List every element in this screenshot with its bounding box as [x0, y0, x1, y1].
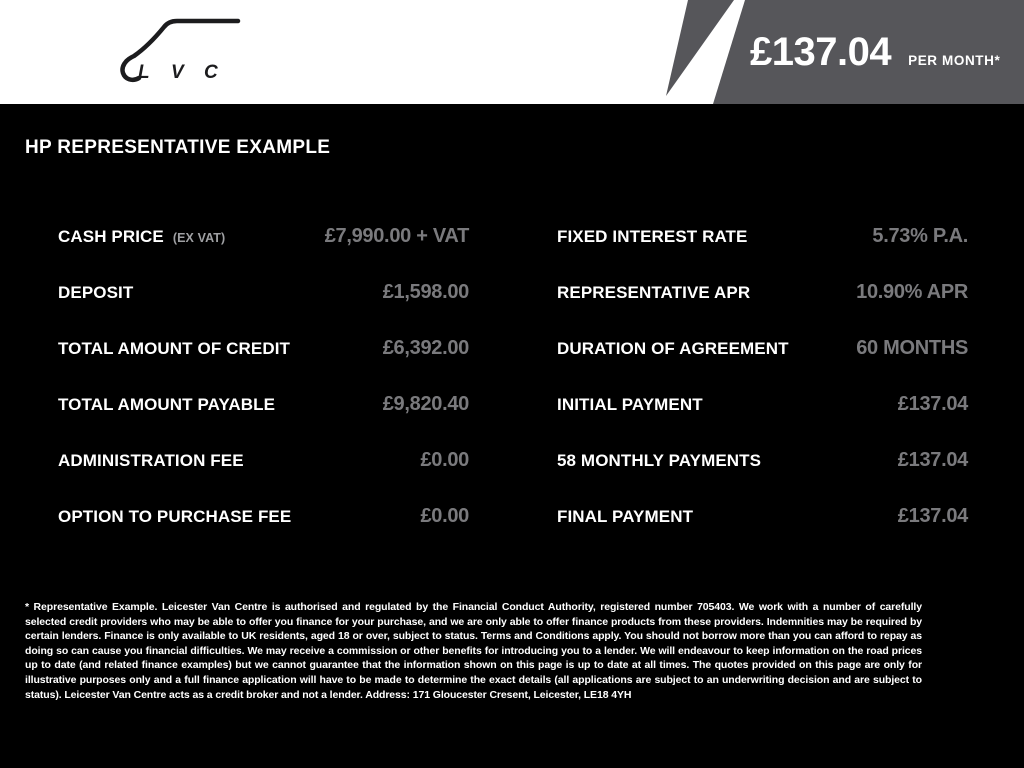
- lvc-van-logo-icon: [112, 14, 242, 92]
- deposit-label: DEPOSIT: [58, 283, 134, 302]
- finance-left-column: [58, 225, 469, 561]
- finance-right-column: [557, 225, 968, 561]
- monthly-price-suffix: PER MONTH*: [908, 52, 1001, 68]
- admin-fee-value: £0.00: [420, 449, 469, 471]
- row-initial-payment: [557, 393, 968, 449]
- row-total-credit: [58, 337, 469, 393]
- row-admin-fee: [58, 449, 469, 505]
- initial-payment-value: £137.04: [897, 393, 968, 415]
- logo-letters: L V C: [138, 62, 218, 83]
- initial-payment-label: INITIAL PAYMENT: [557, 395, 703, 414]
- ex-vat-note: (EX VAT): [172, 231, 226, 245]
- cash-price-value: £7,990.00 + VAT: [324, 225, 469, 247]
- apr-label: REPRESENTATIVE APR: [557, 283, 751, 302]
- row-deposit: [58, 281, 469, 337]
- duration-label: DURATION OF AGREEMENT: [557, 339, 789, 358]
- row-fixed-interest-rate: [557, 225, 968, 281]
- row-duration: [557, 337, 968, 393]
- final-payment-value: £137.04: [897, 505, 968, 527]
- row-total-payable: [58, 393, 469, 449]
- fixed-rate-label: FIXED INTEREST RATE: [557, 227, 748, 246]
- monthly-payments-value: £137.04: [897, 449, 968, 471]
- option-fee-value: £0.00: [420, 505, 469, 527]
- finance-details: [0, 159, 1024, 561]
- row-monthly-payments: [557, 449, 968, 505]
- total-credit-label: TOTAL AMOUNT OF CREDIT: [58, 339, 290, 358]
- row-final-payment: [557, 505, 968, 561]
- header: [0, 0, 1024, 104]
- admin-fee-label: ADMINISTRATION FEE: [58, 451, 244, 470]
- disclaimer-small-print: * Representative Example. Leicester Van Centre is authorised and regulated by the Financial Conduct Authority, registered number 705403. We work with a number of carefully selected credit providers who may be able to offer you finance for your purchase, and we are only able to offer finance products from these providers. Indemnities may be required by certain lenders. Finance is only available to UK residents, aged 18 or over, subject to status. Terms and Conditions apply. You should not borrow more than you can afford to repay as doing so can cause you financial difficulties. We may receive a commission or other benefits for introducing you to a lender. We will endeavour to keep information on the road prices up to date (and related finance examples) but we cannot guarantee that the information shown on this page is up to date at all times. The quotes provided on this page are only for illustrative purposes only and a full finance application will have to be made to determine the exact details (all applications are subject to an underwriting decision and are subject to status). Leicester Van Centre acts as a credit broker and not a lender. Address: 171 Gloucester Cresent, Leicester, LE18 4YH: [25, 601, 922, 701]
- total-payable-label: TOTAL AMOUNT PAYABLE: [58, 395, 276, 414]
- row-representative-apr: [557, 281, 968, 337]
- fixed-rate-value: 5.73% P.A.: [872, 225, 968, 247]
- total-credit-value: £6,392.00: [382, 337, 469, 359]
- option-fee-label: OPTION TO PURCHASE FEE: [58, 507, 292, 526]
- deposit-value: £1,598.00: [382, 281, 469, 303]
- cash-price-label: CASH PRICE: [58, 227, 164, 246]
- apr-value: 10.90% APR: [856, 281, 968, 303]
- monthly-payments-label: 58 MONTHLY PAYMENTS: [557, 451, 762, 470]
- page-title: HP REPRESENTATIVE EXAMPLE: [25, 137, 331, 158]
- monthly-price-banner: [750, 0, 1000, 104]
- total-payable-value: £9,820.40: [382, 393, 469, 415]
- row-option-to-purchase-fee: [58, 505, 469, 561]
- monthly-price-value: £137.04: [750, 29, 892, 74]
- duration-value: 60 MONTHS: [856, 337, 968, 359]
- final-payment-label: FINAL PAYMENT: [557, 507, 694, 526]
- row-cash-price: [58, 225, 469, 281]
